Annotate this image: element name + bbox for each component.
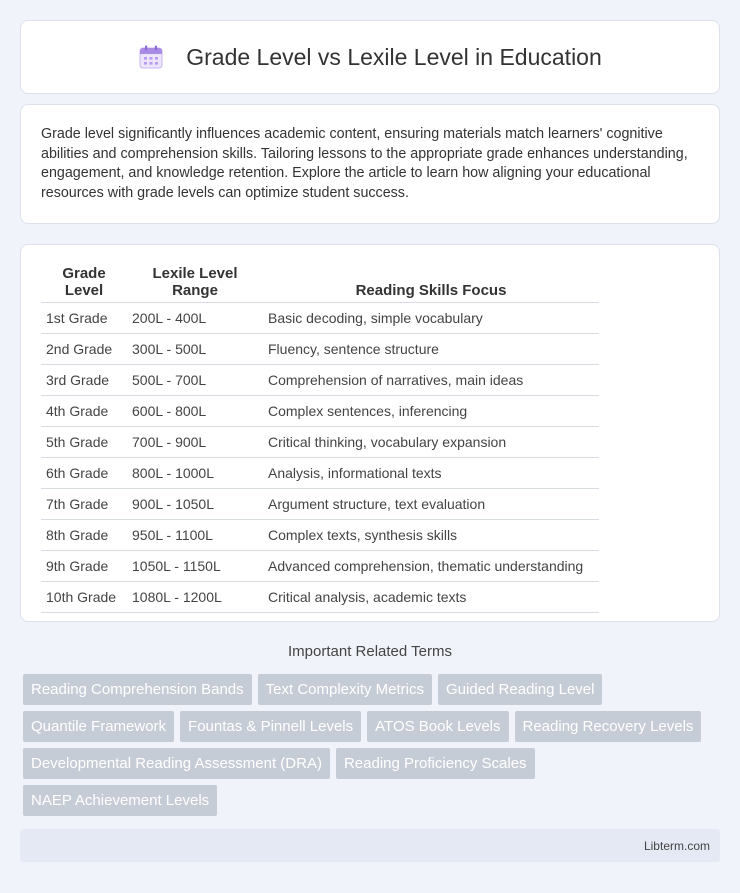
page-title: Grade Level vs Lexile Level in Education	[186, 43, 602, 70]
cell-reading-skills: Basic decoding, simple vocabulary	[263, 303, 599, 334]
cell-grade-level: 1st Grade	[41, 303, 127, 334]
header-reading-skills: Reading Skills Focus	[263, 265, 599, 303]
related-term-tag[interactable]: Reading Comprehension Bands	[23, 674, 252, 705]
footer	[20, 829, 720, 862]
footer-site-link[interactable]: Libterm.com	[643, 838, 710, 853]
table-row	[41, 427, 599, 458]
cell-grade-level: 9th Grade	[41, 551, 127, 582]
cell-lexile-range: 300L - 500L	[127, 334, 263, 365]
cell-reading-skills: Critical thinking, vocabulary expansion	[263, 427, 599, 458]
related-terms-list	[23, 674, 723, 822]
cell-reading-skills: Argument structure, text evaluation	[263, 489, 599, 520]
related-term-tag[interactable]: NAEP Achievement Levels	[23, 785, 217, 816]
related-term-tag[interactable]: ATOS Book Levels	[367, 711, 508, 742]
related-term-tag[interactable]: Reading Proficiency Scales	[336, 748, 535, 779]
table-card	[20, 244, 720, 622]
related-term-tag[interactable]: Guided Reading Level	[438, 674, 602, 705]
cell-lexile-range: 600L - 800L	[127, 396, 263, 427]
related-term-tag[interactable]: Quantile Framework	[23, 711, 174, 742]
title-card	[20, 20, 720, 94]
table-row	[41, 365, 599, 396]
cell-reading-skills: Critical analysis, academic texts	[263, 582, 599, 613]
cell-grade-level: 2nd Grade	[41, 334, 127, 365]
cell-lexile-range: 500L - 700L	[127, 365, 263, 396]
table-row	[41, 334, 599, 365]
header-grade-level: Grade Level	[41, 265, 127, 303]
related-term-tag[interactable]: Fountas & Pinnell Levels	[180, 711, 361, 742]
related-term-tag[interactable]: Developmental Reading Assessment (DRA)	[23, 748, 330, 779]
cell-lexile-range: 200L - 400L	[127, 303, 263, 334]
table-row	[41, 396, 599, 427]
related-term-tag[interactable]: Text Complexity Metrics	[258, 674, 432, 705]
cell-reading-skills: Advanced comprehension, thematic understanding	[263, 551, 599, 582]
table-row	[41, 489, 599, 520]
cell-lexile-range: 800L - 1000L	[127, 458, 263, 489]
header-lexile-range: Lexile Level Range	[127, 265, 263, 303]
title-wrap	[21, 21, 719, 93]
cell-lexile-range: 900L - 1050L	[127, 489, 263, 520]
table-header-row	[41, 265, 599, 303]
intro-text: Grade level significantly influences academic content, ensuring materials match learners' cognitive abilities and comprehension skills. Tailoring lessons to the appropriate grade enhances understanding, engagement, and knowledge retention. Explore the article to learn how aligning your educational resources with grade levels can optimize student success.	[41, 126, 688, 201]
intro-card	[20, 104, 720, 224]
cell-reading-skills: Comprehension of narratives, main ideas	[263, 365, 599, 396]
cell-reading-skills: Complex texts, synthesis skills	[263, 520, 599, 551]
cell-lexile-range: 1080L - 1200L	[127, 582, 263, 613]
cell-grade-level: 10th Grade	[41, 582, 127, 613]
cell-grade-level: 7th Grade	[41, 489, 127, 520]
cell-grade-level: 8th Grade	[41, 520, 127, 551]
cell-reading-skills: Complex sentences, inferencing	[263, 396, 599, 427]
related-term-tag[interactable]: Reading Recovery Levels	[515, 711, 702, 742]
cell-reading-skills: Analysis, informational texts	[263, 458, 599, 489]
table-row	[41, 458, 599, 489]
cell-lexile-range: 1050L - 1150L	[127, 551, 263, 582]
cell-grade-level: 6th Grade	[41, 458, 127, 489]
table-row	[41, 551, 599, 582]
cell-lexile-range: 950L - 1100L	[127, 520, 263, 551]
calendar-icon	[138, 44, 164, 70]
related-terms-title: Important Related Terms	[288, 643, 452, 660]
table-row	[41, 520, 599, 551]
cell-lexile-range: 700L - 900L	[127, 427, 263, 458]
table-row	[41, 303, 599, 334]
cell-grade-level: 5th Grade	[41, 427, 127, 458]
lexile-table	[41, 265, 599, 613]
cell-reading-skills: Fluency, sentence structure	[263, 334, 599, 365]
table-row	[41, 582, 599, 613]
cell-grade-level: 4th Grade	[41, 396, 127, 427]
cell-grade-level: 3rd Grade	[41, 365, 127, 396]
table-body	[41, 303, 599, 613]
